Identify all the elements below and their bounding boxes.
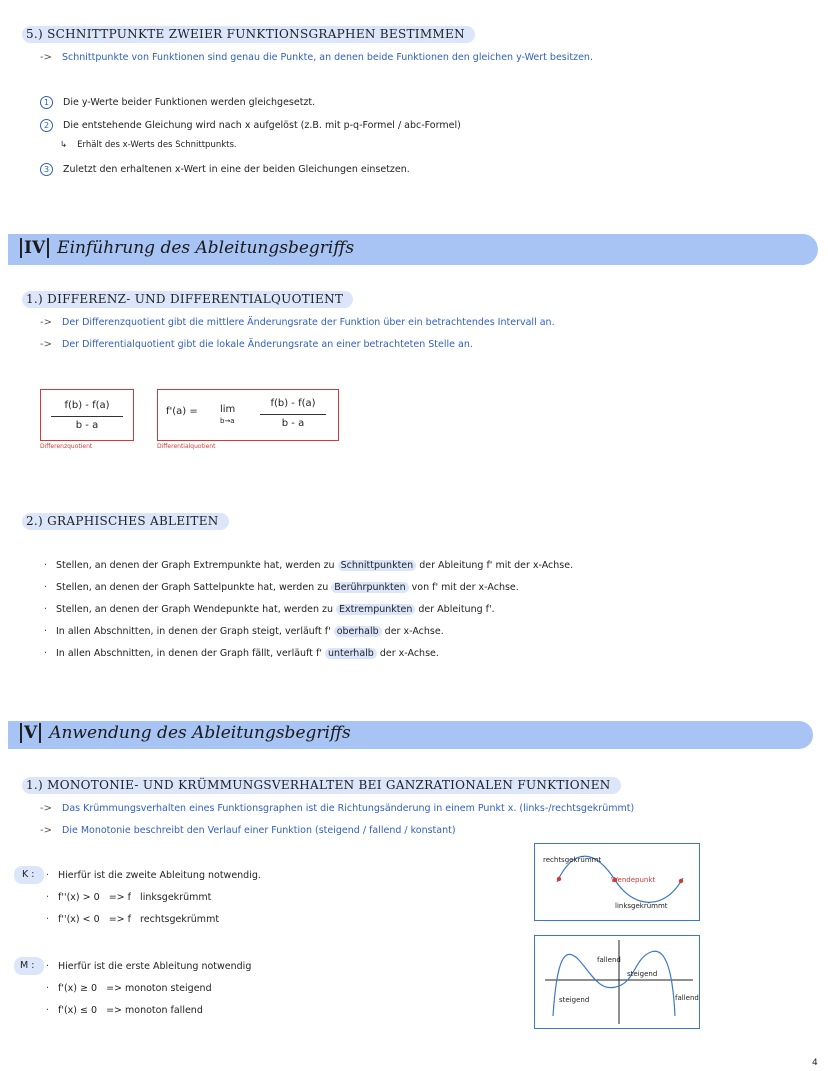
s41-line-2: -> Der Differentialquotient gibt die lokale Änderungsrate an einer betrachteten Stelle an. <box>40 339 473 350</box>
s5-step-2: 2 Die entstehende Gleichung wird nach x aufgelöst (z.B. mit p-q-Formel / abc-Formel) <box>40 119 461 132</box>
dfq-denominator: b - a <box>281 418 305 429</box>
curve-point-left <box>557 877 561 881</box>
dq-denominator: b - a <box>75 420 99 431</box>
section-4-2-title: 2.) GRAPHISCHES ABLEITEN <box>22 514 229 528</box>
step-number-3: 3 <box>40 163 53 176</box>
s5-step-1: 1 Die y-Werte beider Funktionen werden gleichgesetzt. <box>40 96 315 109</box>
s42-item-4: · In allen Abschnitten, in denen der Graph steigt, verläuft f' oberhalb der x-Achse. <box>44 626 444 637</box>
difference-quotient-box <box>40 389 134 441</box>
dfq-numerator: f(b) - f(a) <box>270 398 316 409</box>
graph2-label-steigend-1: steigend <box>627 970 658 978</box>
dq-numerator: f(b) - f(a) <box>64 400 110 411</box>
m-label: M : <box>20 960 35 971</box>
m-line-2: · f'(x) ≥ 0 => monoton steigend <box>46 983 212 994</box>
s42-item-5: · In allen Abschnitten, in denen der Graph fällt, verläuft f' unterhalb der x-Achse. <box>44 648 439 659</box>
monotony-graph <box>535 936 699 1028</box>
dfq-prefix: f'(a) = <box>166 406 198 417</box>
s5-intro: -> Schnittpunkte von Funktionen sind genau die Punkte, an denen beide Funktionen den gleichen y-Wert besitzen. <box>40 52 593 63</box>
k-line-2: · f''(x) > 0 => f linksgekrümmt <box>46 892 212 903</box>
graph2-label-fallend-1: fallend <box>597 956 621 964</box>
curve-point-right <box>679 879 683 883</box>
dfq-fraction-bar <box>260 414 326 415</box>
s5-step-2-sub: ↳ Erhält des x-Werts des Schnittpunkts. <box>60 140 237 150</box>
chapter-4-title: IV Einführung des Ableitungsbegriffs <box>20 238 354 258</box>
dq-label: Differenzquotient <box>40 443 93 450</box>
graph1-bottom-label: linksgekrümmt <box>615 902 668 910</box>
s42-item-1: · Stellen, an denen der Graph Extrempunkte hat, werden zu Schnittpunkten der Ableitung f' mit der x-Achse. <box>44 560 574 571</box>
curvature-graph-box <box>534 843 700 921</box>
s51-line-2: -> Die Monotonie beschreibt den Verlauf einer Funktion (steigend / fallend / konstant) <box>40 825 456 836</box>
section-5-1-title: 1.) MONOTONIE- UND KRÜMMUNGSVERHALTEN BEI GANZRATIONALEN FUNKTIONEN <box>22 778 621 792</box>
section-5-title: 5.) SCHNITTPUNKTE ZWEIER FUNKTIONSGRAPHEN BESTIMMEN <box>22 27 475 41</box>
page-number: 4 <box>812 1058 818 1068</box>
graph2-label-fallend-2: fallend <box>675 994 699 1002</box>
graph1-top-label: rechtsgekrümmt <box>543 856 602 864</box>
section-4-1-title: 1.) DIFFERENZ- UND DIFFERENTIALQUOTIENT <box>22 292 353 306</box>
s41-line-1: -> Der Differenzquotient gibt die mittlere Änderungsrate der Funktion über ein betrachtendes Intervall an. <box>40 317 555 328</box>
step-number-2: 2 <box>40 119 53 132</box>
k-line-3: · f''(x) < 0 => f rechtsgekrümmt <box>46 914 220 925</box>
s42-item-3: · Stellen, an denen der Graph Wendepunkte hat, werden zu Extrempunkten der Ableitung f'. <box>44 604 495 615</box>
k-line-1: · Hierfür ist die zweite Ableitung notwendig. <box>46 870 261 881</box>
k-label: K : <box>22 869 35 880</box>
graph1-point-label: Wendepunkt <box>611 876 656 884</box>
s42-item-2: · Stellen, an denen der Graph Sattelpunkte hat, werden zu Berührpunkten von f' mit der x-Achse. <box>44 582 519 593</box>
chapter-5-title: V Anwendung des Ableitungsbegriffs <box>20 723 351 743</box>
dfq-label: Differentialquotient <box>157 443 216 450</box>
s5-step-3: 3 Zuletzt den erhaltenen x-Wert in eine der beiden Gleichungen einsetzen. <box>40 163 410 176</box>
dq-fraction-bar <box>51 416 123 417</box>
m-line-3: · f'(x) ≤ 0 => monoton fallend <box>46 1005 203 1016</box>
differential-quotient-box <box>157 389 339 441</box>
m-line-1: · Hierfür ist die erste Ableitung notwendig <box>46 961 252 972</box>
dfq-lim: lim <box>220 404 236 415</box>
step-number-1: 1 <box>40 96 53 109</box>
s51-line-1: -> Das Krümmungsverhalten eines Funktionsgraphen ist die Richtungsänderung in einem Punkt x. (links-/rechtsgekrümmt) <box>40 803 635 814</box>
monotony-graph-box <box>534 935 700 1029</box>
dfq-lim-sub: b→a <box>220 417 235 425</box>
graph2-label-steigend-2: steigend <box>559 996 590 1004</box>
